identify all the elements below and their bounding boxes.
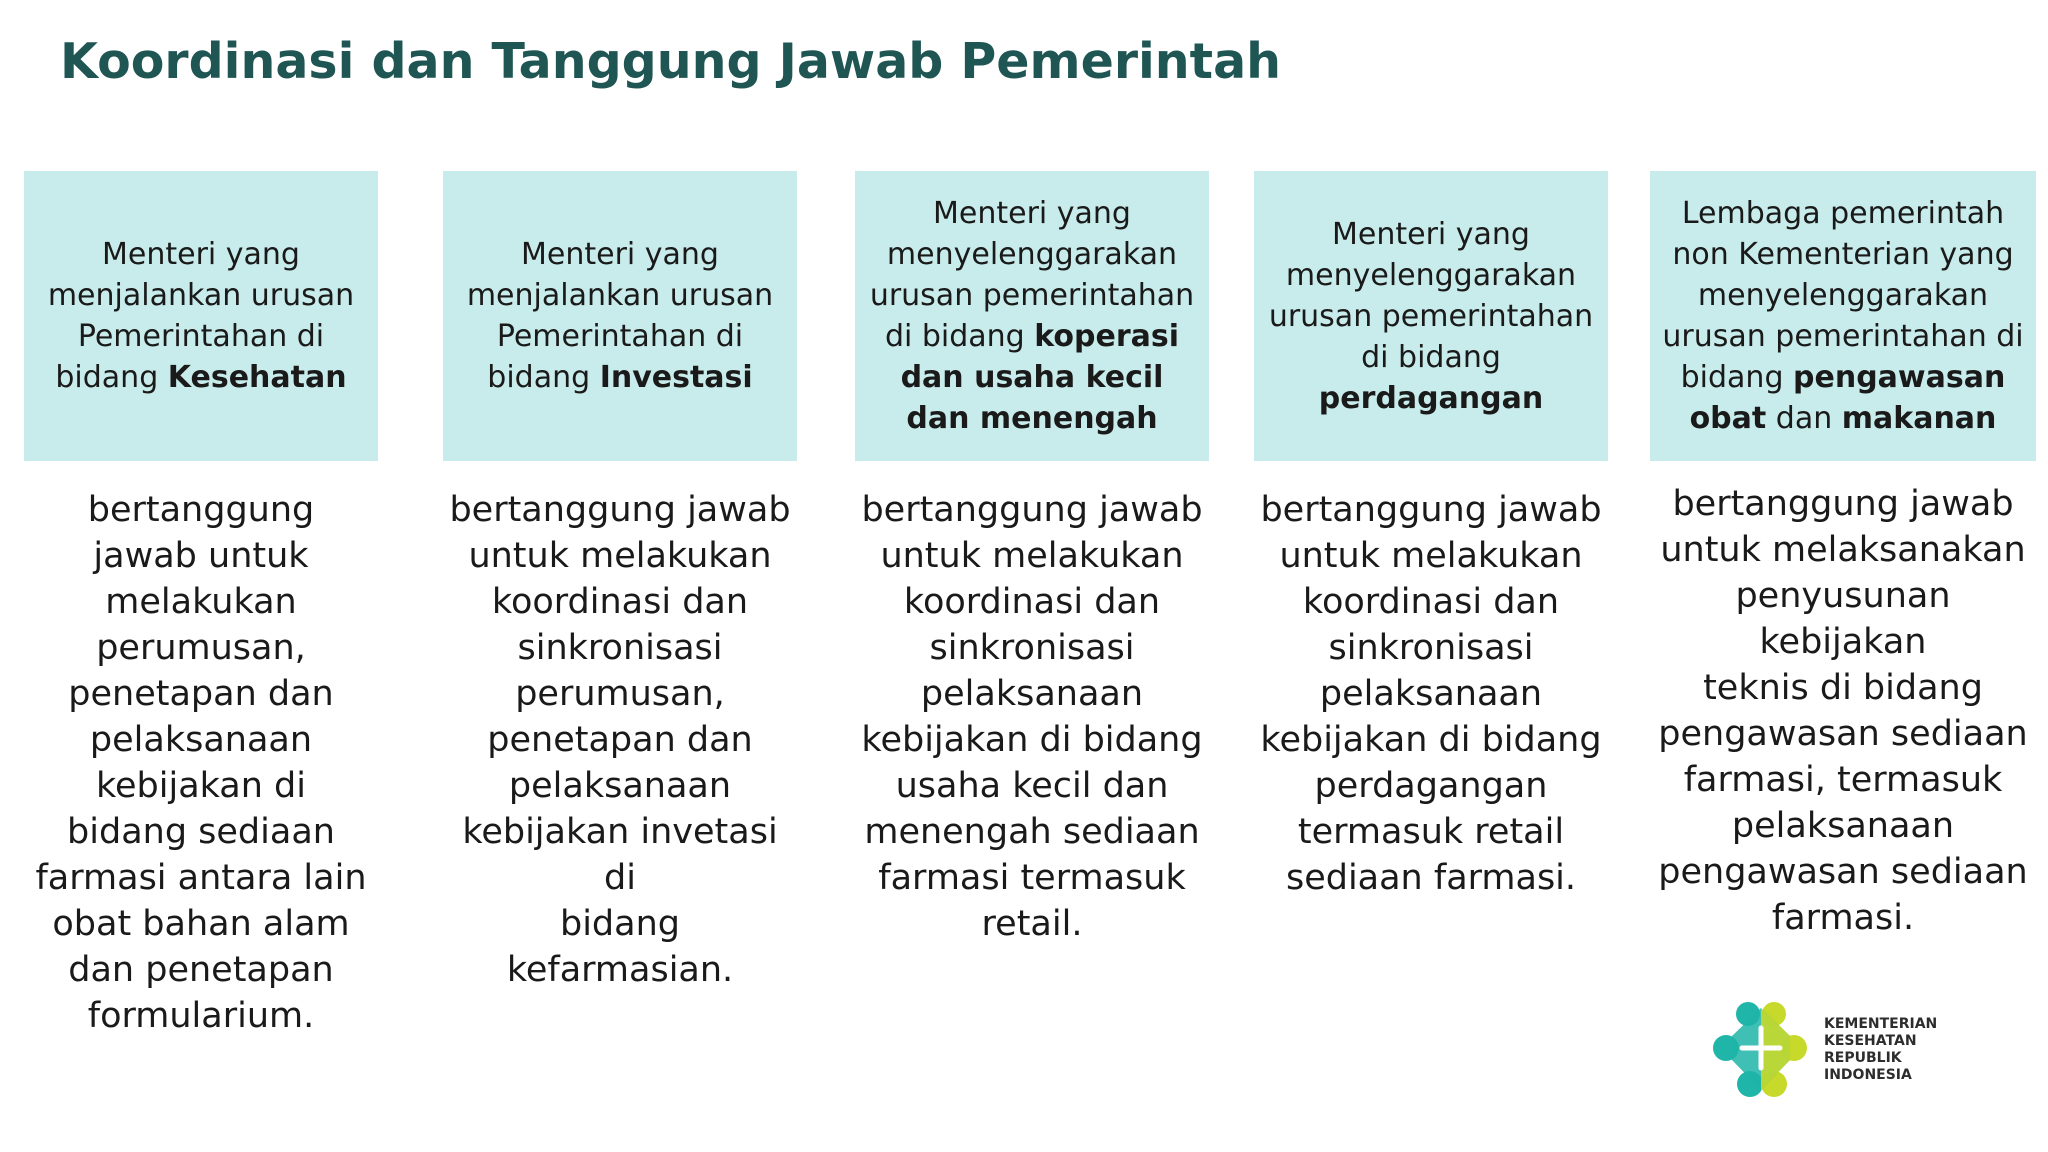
header-box — [443, 171, 797, 461]
responsibility-line: pelaksanaan — [89, 720, 313, 760]
kemenkes-logo — [1712, 998, 1946, 1104]
responsibility-line: jawab untuk — [93, 536, 309, 576]
header-box — [24, 171, 378, 461]
header-box — [1650, 171, 2036, 461]
header-text — [34, 234, 368, 398]
header-text-part-bold: Kesehatan — [167, 360, 347, 395]
responsibility-line: untuk melaksanakan — [1660, 530, 2026, 570]
logo-text-line: KEMENTERIAN — [1824, 1016, 1938, 1032]
responsibility-line: bidang sediaan — [67, 812, 335, 852]
header-text-part: Menteri yang menjalankan urusan Pemerintahan di bidang — [47, 237, 355, 395]
responsibility-line: menengah sediaan — [864, 812, 1200, 852]
header-text — [453, 234, 787, 398]
responsibility-line: pengawasan sediaan — [1658, 852, 2028, 892]
responsibility-line: bertanggung jawab — [449, 490, 791, 530]
header-text-part-bold: makanan — [1841, 401, 1997, 436]
responsibility-line: farmasi. — [1771, 898, 1915, 938]
responsibility-line: bertanggung jawab — [861, 490, 1203, 530]
responsibility-line: pelaksanaan — [508, 766, 732, 806]
responsibility-line: perdagangan — [1314, 766, 1548, 806]
responsibility-line: farmasi antara lain — [35, 858, 367, 898]
responsibility-line: melakukan — [105, 582, 297, 622]
logo-text — [1824, 1016, 1946, 1084]
responsibility-line: sediaan farmasi. — [1285, 858, 1577, 898]
responsibility-line: untuk melakukan — [880, 536, 1184, 576]
column-pengawasan-obat-makanan — [1650, 171, 2036, 941]
header-box — [855, 171, 1209, 461]
responsibility-line: koordinasi dan — [903, 582, 1161, 622]
responsibility-line: usaha kecil dan — [895, 766, 1169, 806]
responsibility-line: bertanggung jawab — [1260, 490, 1602, 530]
responsibility-line: penyusunan kebijakan — [1735, 576, 1951, 662]
header-text-part-bold: koperasi dan usaha kecil dan menengah — [900, 319, 1180, 436]
responsibility-line: sinkronisasi — [1328, 628, 1534, 668]
responsibility-line: perumusan, — [96, 628, 306, 668]
responsibility-line: pelaksanaan — [920, 674, 1144, 714]
responsibility-text — [443, 487, 797, 993]
header-text — [1264, 214, 1598, 419]
responsibility-line: untuk melakukan — [468, 536, 772, 576]
responsibility-line: untuk melakukan — [1279, 536, 1583, 576]
responsibility-line: retail. — [981, 904, 1083, 944]
responsibility-line: bertanggung — [87, 490, 315, 530]
column-koperasi-ukm — [855, 171, 1209, 947]
column-perdagangan — [1254, 171, 1608, 901]
responsibility-line: kebijakan di bidang — [861, 720, 1203, 760]
responsibility-line: kebijakan invetasi di — [462, 812, 778, 898]
header-text-part-bold: pengawasan obat — [1689, 360, 2006, 436]
responsibility-line: termasuk retail — [1297, 812, 1565, 852]
header-text-part: dan — [1766, 401, 1842, 436]
header-text-part: Menteri yang menjalankan urusan Pemerintahan di bidang — [466, 237, 774, 395]
responsibility-line: farmasi termasuk — [878, 858, 1186, 898]
responsibility-line: perumusan, — [515, 674, 725, 714]
responsibility-line: pelaksanaan — [1319, 674, 1543, 714]
responsibility-line: pengawasan sediaan — [1658, 714, 2028, 754]
header-box — [1254, 171, 1608, 461]
column-kesehatan — [24, 171, 378, 1039]
responsibility-text — [24, 487, 378, 1039]
responsibility-line: teknis di bidang — [1703, 668, 1983, 708]
header-text-part: Lembaga pemerintah non Kementerian yang menyelenggarakan urusan pemerintahan di bidang — [1662, 196, 2024, 395]
kemenkes-logo-icon — [1712, 998, 1810, 1100]
responsibility-text — [855, 487, 1209, 947]
logo-text-line: REPUBLIK — [1824, 1050, 1902, 1066]
header-text-part-bold: Investasi — [599, 360, 753, 395]
responsibility-line: formularium. — [87, 996, 315, 1036]
responsibility-line: obat bahan alam — [52, 904, 350, 944]
responsibility-line: kebijakan di bidang — [1260, 720, 1602, 760]
logo-text-line: KESEHATAN — [1824, 1033, 1917, 1049]
responsibility-line: pelaksanaan — [1731, 806, 1955, 846]
header-text-part: Menteri yang menyelenggarakan urusan pemerintahan di bidang — [869, 196, 1195, 354]
responsibility-line: bertanggung jawab — [1672, 484, 2014, 524]
logo-text-line: INDONESIA — [1824, 1067, 1912, 1083]
responsibility-text — [1254, 487, 1608, 901]
responsibility-line: farmasi, termasuk — [1683, 760, 2003, 800]
header-text — [1660, 193, 2026, 439]
column-investasi — [443, 171, 797, 993]
header-text-part-bold: perdagangan — [1318, 380, 1544, 416]
slide-title: Koordinasi dan Tanggung Jawab Pemerintah — [60, 33, 1282, 90]
responsibility-line: penetapan dan — [68, 674, 334, 714]
responsibility-line: koordinasi dan — [1302, 582, 1560, 622]
responsibility-line: dan penetapan — [68, 950, 334, 990]
header-text-part: Menteri yang menyelenggarakan urusan pemerintahan di bidang — [1268, 216, 1594, 375]
responsibility-line: bidang kefarmasian. — [506, 904, 734, 990]
responsibility-line: sinkronisasi — [517, 628, 723, 668]
responsibility-line: koordinasi dan — [491, 582, 749, 622]
responsibility-line: penetapan dan — [487, 720, 753, 760]
responsibility-text — [1650, 481, 2036, 941]
responsibility-line: kebijakan di — [95, 766, 307, 806]
responsibility-line: sinkronisasi — [929, 628, 1135, 668]
header-text — [865, 193, 1199, 439]
